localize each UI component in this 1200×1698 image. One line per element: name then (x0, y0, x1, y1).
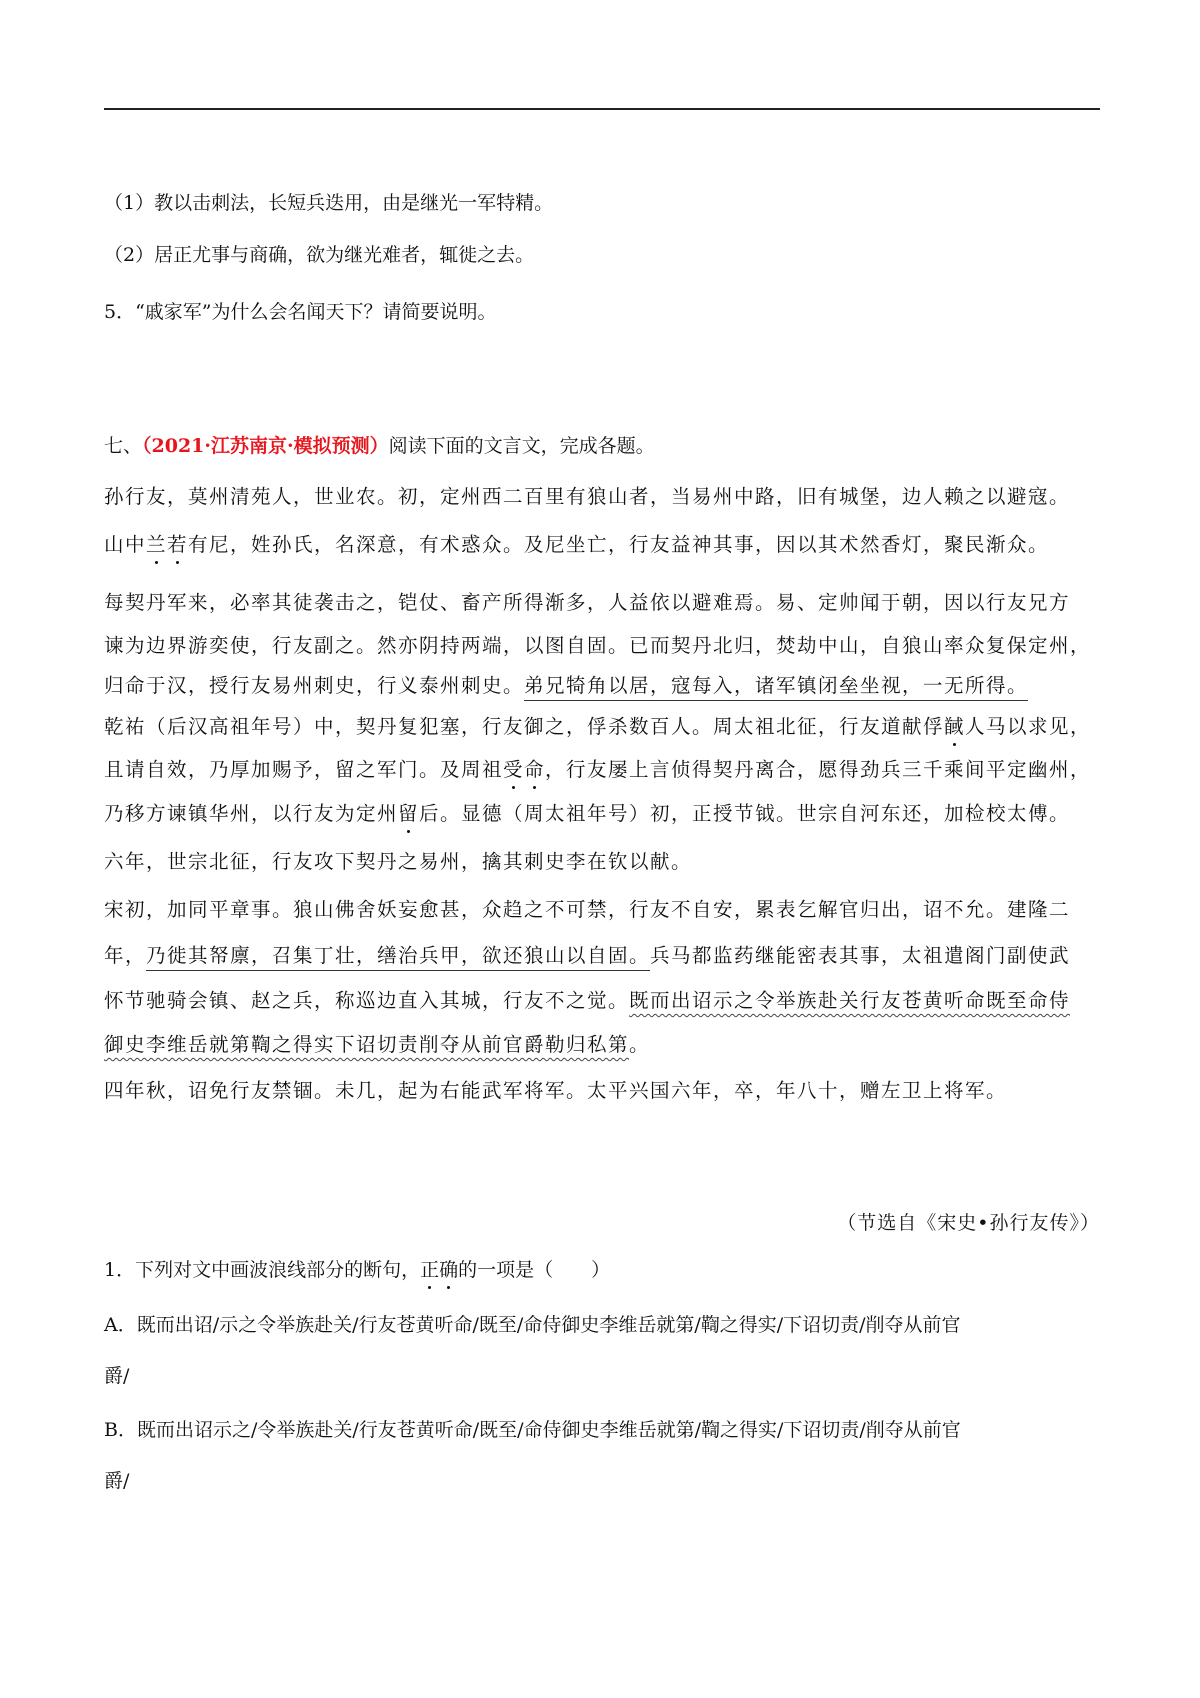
option-a-line-1: A．既而出诏/示之令举族赴关/行友苍黄听命/既至/命侍御史李维岳就第/鞫之得实/下诏切责/削夺从前官 (104, 1314, 961, 1336)
emphasis-char: 确 (439, 1259, 459, 1281)
section-7-instruction: 阅读下面的文言文，完成各题。 (388, 435, 655, 457)
passage-line-4: 谏为边界游奕使，行友副之。然亦阴持两端，以图自固。已而契丹北归，焚劫中山，自狼山率众复保定州， (104, 634, 1092, 657)
section-7-prefix: 七、 (104, 435, 143, 457)
passage-line-1: 孙行友，莫州清苑人，世业农。初，定州西二百里有狼山者，当易州中路，旧有城堡，边人赖之以避寇。 (104, 485, 1071, 508)
passage-line-9: 六年，世宗北征，行友攻下契丹之易州，擒其刺史李在钦以献。 (104, 850, 693, 873)
passage-text: 乃移方谏镇华州，以行友为定州 (104, 802, 399, 825)
passage-text: 兵马都监药继能密表其事，太祖遣阁门副使武 (650, 944, 1071, 967)
wavy-underlined-text: 既而出诏示之令举族赴关行友苍黄听命既至命侍 (629, 989, 1071, 1012)
passage-text: 归命于汉，授行友易州刺史，行义泰州刺史。 (104, 674, 525, 697)
underlined-sentence: 乃徙其帑廪，召集丁壮，缮治兵甲，欲还狼山以自固。 (146, 944, 650, 971)
header-rule (104, 108, 1100, 110)
passage-line-13 (104, 1031, 650, 1059)
passage-text: 山中 (104, 533, 147, 556)
underlined-sentence: 弟兄犄角以居，寇每入，诸军镇闭垒坐视，一无所得。 (524, 674, 1028, 701)
passage-line-12 (104, 987, 1070, 1015)
q4-item-1: （1）教以击刺法，长短兵迭用，由是继光一军特精。 (104, 192, 554, 214)
passage-text: 怀节驰骑会镇、赵之兵，称巡边直入其城，行友不之觉。 (104, 989, 630, 1012)
emphasis-char: 兰 (146, 533, 168, 556)
passage-text: 乾祐（后汉高祖年号）中，契丹复犯塞，行友御之，俘杀数百人。周太祖北征，行友道献俘 (104, 715, 945, 738)
passage-line-6 (104, 713, 1091, 741)
passage-text: 有尼，姓孙氏，名深意，有术惑众。及尼坐亡，行友益神其事，因以其术然香灯，聚民渐众。 (188, 533, 1050, 556)
emphasis-char: 正 (420, 1259, 440, 1281)
passage-line-11 (104, 942, 1070, 970)
question-text: 的一项是（ ） (458, 1259, 611, 1281)
passage-line-8 (104, 800, 1070, 828)
passage-line-2 (104, 531, 1049, 559)
passage-text: 。 (629, 1033, 651, 1056)
passage-line-3: 每契丹军来，必率其徒袭击之，铠仗、畜产所得渐多，人益依以避难焉。易、定帅闻于朝，因以行友兄方 (104, 591, 1071, 614)
passage-line-10: 宋初，加同平章事。狼山佛舍妖妄愈甚，众趋之不可禁，行友不自安，累表乞解官归出，诏不允。建隆二 (104, 898, 1071, 921)
option-b-line-1: B．既而出诏示之/令举族赴关/行友苍黄听命/既至/命侍御史李维岳就第/鞫之得实/下诏切责/削夺从前官 (104, 1419, 961, 1441)
question-text: 1．下列对文中画波浪线部分的断句， (104, 1259, 421, 1281)
passage-line-14: 四年秋，诏免行友禁锢。未几，起为右能武军将军。太平兴国六年，卒，年八十，赠左卫上将军。 (104, 1079, 1008, 1102)
emphasis-char: 留 (398, 802, 420, 825)
emphasis-char: 馘 (944, 715, 966, 738)
emphasis-char: 命 (524, 758, 546, 781)
passage-line-5 (104, 672, 1028, 700)
section-7-source-tag: （2021·江苏南京·模拟预测） (142, 435, 389, 457)
wavy-underlined-text: 御史李维岳就第鞫之得实下诏切责削夺从前官爵勒归私第 (104, 1033, 630, 1056)
passage-text: 且请自效，乃厚加赐予，留之军门。及周祖 (104, 758, 504, 781)
passage-text: ，行友屡上言侦得契丹离合，愿得劲兵三千乘间平定幽州， (545, 758, 1092, 781)
question-5: 5．“戚家军”为什么会名闻天下？请简要说明。 (104, 301, 497, 323)
q4-item-2: （2）居正尤事与商确，欲为继光难者，辄徙之去。 (104, 244, 535, 266)
emphasis-char: 受 (503, 758, 525, 781)
option-a-line-2: 爵/ (104, 1365, 130, 1387)
passage-source: （节选自《宋史•孙行友传》） (837, 1212, 1100, 1234)
option-b-line-2: 爵/ (104, 1470, 130, 1492)
passage-line-7 (104, 756, 1091, 784)
passage-text: 年， (104, 944, 147, 967)
section-7-heading (104, 432, 655, 460)
passage-text: 人马以求见， (965, 715, 1092, 738)
emphasis-char: 若 (167, 533, 189, 556)
passage-text: 后。显德（周太祖年号）初，正授节钺。世宗自河东还，加检校太傅。 (419, 802, 1071, 825)
question-1 (104, 1256, 610, 1284)
